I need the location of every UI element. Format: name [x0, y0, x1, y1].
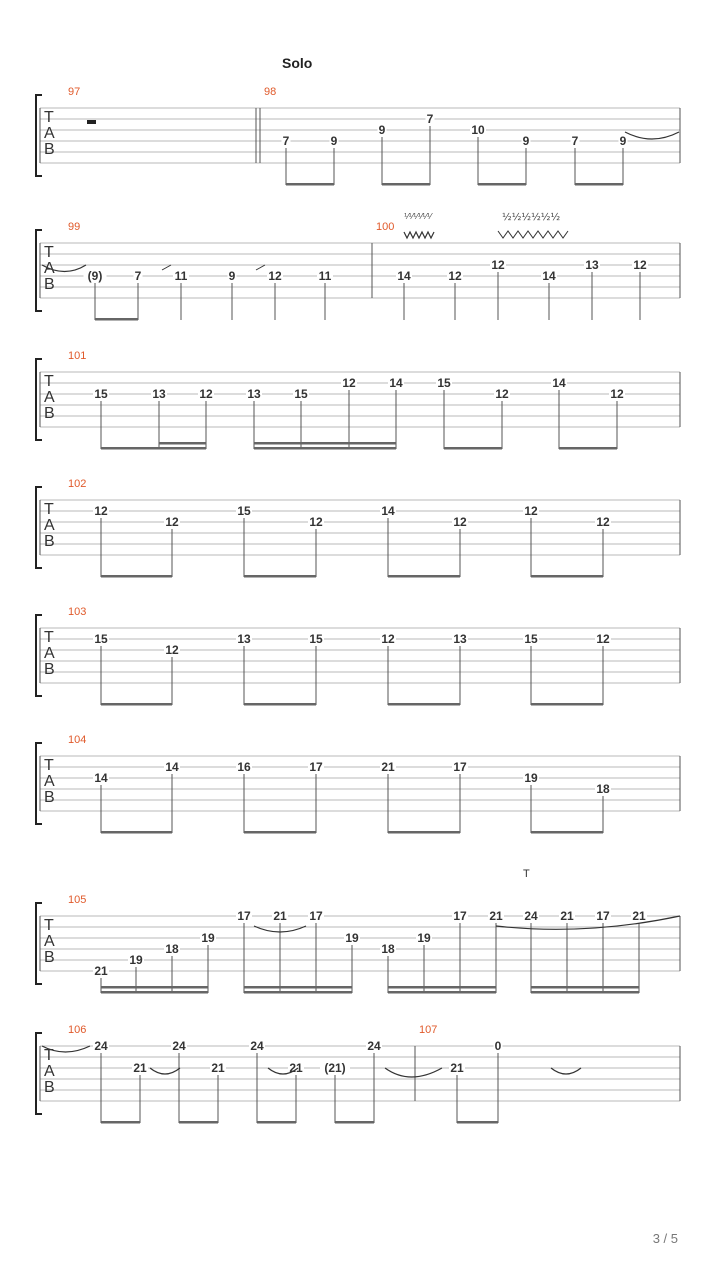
measure-number: 102: [68, 478, 87, 490]
tab-clef-letter: B: [44, 405, 55, 422]
fret-number: 12: [448, 269, 462, 283]
fret-number: 24: [172, 1039, 186, 1053]
fret-number: 17: [453, 760, 467, 774]
system-bracket: [36, 1033, 42, 1114]
fret-number: 7: [134, 269, 142, 283]
system-bracket: [36, 359, 42, 440]
fret-number: 19: [345, 931, 359, 945]
beam: [101, 991, 208, 994]
fret-number: 17: [453, 909, 467, 923]
system-bracket: [36, 230, 42, 311]
fret-number: 7: [571, 134, 579, 148]
vibrato: [498, 231, 568, 238]
fret-number: 15: [437, 376, 451, 390]
rest: [87, 120, 96, 124]
fret-number: 21: [289, 1061, 303, 1075]
tab-clef-letter: T: [44, 629, 54, 646]
fret-number: 10: [471, 123, 485, 137]
measure-number: 105: [68, 894, 87, 906]
beam: [388, 831, 460, 834]
fret-number: 21: [133, 1061, 147, 1075]
beam: [531, 575, 603, 578]
fret-number: 12: [610, 387, 624, 401]
tab-system: [36, 350, 680, 450]
tab-clef-letter: T: [44, 917, 54, 934]
fret-number: 17: [237, 909, 251, 923]
section-label: Solo: [282, 55, 313, 71]
measure-number: 101: [68, 350, 87, 362]
fret-number: 12: [495, 387, 509, 401]
system-bracket: [36, 615, 42, 696]
fret-number: 19: [524, 771, 538, 785]
fret-number: 16: [237, 760, 251, 774]
tap-marker: T: [523, 868, 530, 880]
beam: [254, 447, 396, 450]
fret-number: 21: [273, 909, 287, 923]
tab-clef-letter: T: [44, 373, 54, 390]
fret-number: 12: [381, 632, 395, 646]
system-bracket: [36, 903, 42, 984]
tab-system: [36, 734, 680, 834]
beam: [159, 442, 206, 445]
system-bracket: [36, 95, 42, 176]
fret-number: 13: [453, 632, 467, 646]
system-bracket: [36, 487, 42, 568]
measure-number: 104: [68, 734, 87, 746]
fret-number: 24: [367, 1039, 381, 1053]
fret-number: 14: [94, 771, 108, 785]
fret-number: 24: [250, 1039, 264, 1053]
beam: [244, 575, 316, 578]
fret-number: 21: [94, 964, 108, 978]
beam: [444, 447, 502, 450]
tab-clef-letter: A: [44, 645, 55, 662]
fret-number: 17: [309, 909, 323, 923]
fret-number: 9: [330, 134, 338, 148]
beam: [559, 447, 617, 450]
beam: [335, 1121, 374, 1124]
fret-number: 18: [596, 782, 610, 796]
fret-number: 14: [381, 504, 395, 518]
slide-mark: [256, 265, 265, 270]
fret-number: 11: [174, 269, 188, 283]
system-bracket: [36, 743, 42, 824]
fret-number: 24: [94, 1039, 108, 1053]
fret-number: 13: [152, 387, 166, 401]
measure-number: 97: [68, 86, 81, 98]
tab-clef-letter: A: [44, 389, 55, 406]
measure-number: 99: [68, 221, 81, 233]
fret-number: 15: [237, 504, 251, 518]
fret-number: 13: [237, 632, 251, 646]
fret-number: (21): [324, 1061, 346, 1075]
fret-number: 21: [632, 909, 646, 923]
fret-number: 15: [309, 632, 323, 646]
beam: [101, 703, 172, 706]
fret-number: 11: [318, 269, 332, 283]
beam: [531, 986, 639, 989]
beam: [244, 831, 316, 834]
fret-number: 13: [247, 387, 261, 401]
tab-clef-letter: T: [44, 1047, 54, 1064]
vibrato: [404, 232, 434, 238]
tab-clef-letter: B: [44, 141, 55, 158]
fret-number: 12: [524, 504, 538, 518]
beam: [257, 1121, 296, 1124]
fret-number: 9: [522, 134, 530, 148]
fret-number: 15: [294, 387, 308, 401]
beam: [286, 183, 334, 186]
beam: [254, 442, 396, 445]
beam: [531, 831, 603, 834]
fret-number: 12: [165, 643, 179, 657]
fret-number: 21: [381, 760, 395, 774]
beam: [388, 703, 460, 706]
fret-number: 12: [94, 504, 108, 518]
beam: [101, 986, 208, 989]
tie: [150, 1068, 180, 1074]
tab-system: [36, 478, 680, 578]
tab-system: [36, 1024, 680, 1124]
fret-number: 9: [619, 134, 627, 148]
tie: [625, 132, 679, 139]
fret-number: 12: [165, 515, 179, 529]
beam: [101, 447, 206, 450]
beam: [95, 318, 138, 321]
beam: [531, 991, 639, 994]
tab-clef-letter: T: [44, 244, 54, 261]
beam: [244, 986, 352, 989]
beam: [244, 703, 316, 706]
tab-system: [36, 221, 680, 321]
tab-clef-letter: T: [44, 501, 54, 518]
beam: [575, 183, 623, 186]
beam: [388, 991, 496, 994]
beam: [531, 703, 603, 706]
fret-number: 21: [489, 909, 503, 923]
fret-number: 13: [585, 258, 599, 272]
fret-number: 7: [426, 112, 434, 126]
beam: [382, 183, 430, 186]
fret-number: 15: [94, 387, 108, 401]
fret-number: 15: [524, 632, 538, 646]
fret-number: 14: [542, 269, 556, 283]
fret-number: 12: [309, 515, 323, 529]
beam: [244, 991, 352, 994]
fret-number: 7: [282, 134, 290, 148]
tie: [551, 1068, 581, 1074]
beam: [179, 1121, 218, 1124]
tie: [385, 1068, 442, 1077]
fret-number: 12: [596, 515, 610, 529]
fret-number: 15: [94, 632, 108, 646]
tab-clef-letter: A: [44, 125, 55, 142]
tab-clef-letter: T: [44, 757, 54, 774]
tab-clef-letter: A: [44, 773, 55, 790]
fret-number: 24: [524, 909, 538, 923]
measure-number: 107: [419, 1024, 438, 1036]
tab-clef-letter: B: [44, 276, 55, 293]
tab-clef-letter: B: [44, 533, 55, 550]
fret-number: 12: [342, 376, 356, 390]
beam: [101, 831, 172, 834]
tab-clef-letter: B: [44, 1079, 55, 1096]
tab-system: [36, 86, 680, 186]
fret-number: (9): [87, 269, 103, 283]
tab-system: [36, 894, 680, 994]
tab-clef-letter: B: [44, 661, 55, 678]
fret-number: 12: [596, 632, 610, 646]
beam: [388, 986, 496, 989]
fret-number: 0: [494, 1039, 502, 1053]
fret-number: 14: [552, 376, 566, 390]
tab-clef-letter: B: [44, 789, 55, 806]
page-number: 3 / 5: [652, 1231, 678, 1246]
fret-number: 19: [417, 931, 431, 945]
fret-number: 12: [199, 387, 213, 401]
beam: [101, 1121, 140, 1124]
fret-number: 21: [560, 909, 574, 923]
measure-number: 103: [68, 606, 87, 618]
vibrato-label: ⅟⅟⅟⅟⅟⅟: [404, 212, 432, 221]
measure-number: 100: [376, 221, 395, 233]
fret-number: 17: [309, 760, 323, 774]
fret-number: 17: [596, 909, 610, 923]
fret-number: 21: [450, 1061, 464, 1075]
tab-clef-letter: A: [44, 260, 55, 277]
fret-number: 9: [228, 269, 236, 283]
beam: [388, 575, 460, 578]
fret-number: 14: [389, 376, 403, 390]
fret-number: 12: [633, 258, 647, 272]
fret-number: 14: [397, 269, 411, 283]
fret-number: 21: [211, 1061, 225, 1075]
fret-number: 18: [381, 942, 395, 956]
measure-number: 106: [68, 1024, 87, 1036]
fret-number: 12: [453, 515, 467, 529]
fret-number: 19: [129, 953, 143, 967]
tab-clef-letter: A: [44, 933, 55, 950]
fret-number: 12: [268, 269, 282, 283]
beam: [478, 183, 526, 186]
fret-number: 14: [165, 760, 179, 774]
tab-clef-letter: A: [44, 517, 55, 534]
tab-clef-letter: B: [44, 949, 55, 966]
slide-mark: [162, 265, 171, 270]
vibrato-label: ½½½½½½: [502, 212, 561, 223]
tab-clef-letter: A: [44, 1063, 55, 1080]
fret-number: 19: [201, 931, 215, 945]
fret-number: 9: [378, 123, 386, 137]
fret-number: 12: [491, 258, 505, 272]
tab-system: [36, 606, 680, 706]
tab-clef-letter: T: [44, 109, 54, 126]
beam: [101, 575, 172, 578]
measure-number: 98: [264, 86, 277, 98]
fret-number: 18: [165, 942, 179, 956]
beam: [457, 1121, 498, 1124]
